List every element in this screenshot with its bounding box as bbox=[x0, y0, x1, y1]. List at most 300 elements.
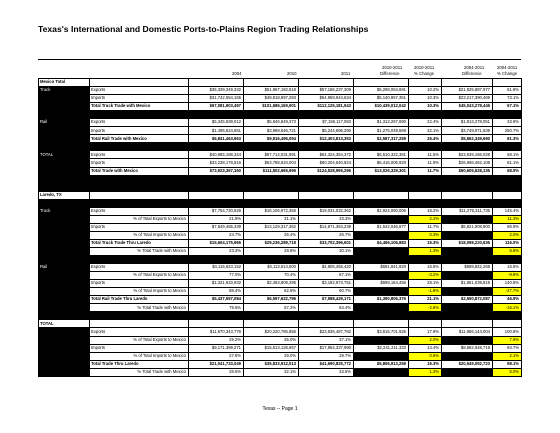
cell-value: $21,825,887,977 bbox=[442, 87, 493, 95]
cell-value bbox=[354, 256, 409, 264]
cell-value: 11.5% bbox=[409, 151, 442, 159]
cell-value bbox=[244, 320, 299, 328]
cell-value bbox=[442, 143, 493, 151]
cell-value bbox=[442, 79, 493, 87]
cell-value: $10,439,012,042 bbox=[354, 103, 409, 111]
header-pct-1011-top: 2010-2011 bbox=[414, 65, 435, 70]
cell-value bbox=[442, 256, 493, 264]
cell-value: 58.1% bbox=[493, 151, 522, 159]
cell-value: $6,610,322,381 bbox=[354, 151, 409, 159]
cell-value bbox=[442, 247, 493, 255]
cell-value: $60,204,640,924 bbox=[299, 159, 354, 167]
cell-value: $689,832,268 bbox=[442, 264, 493, 272]
cell-value bbox=[299, 256, 354, 264]
cell-value bbox=[409, 183, 442, 191]
cell-value bbox=[409, 256, 442, 264]
row-label: % of Total Imports to Mexico bbox=[90, 231, 189, 239]
cell-value: -3.2% bbox=[409, 272, 442, 280]
row-group-label bbox=[39, 127, 90, 135]
row-group-label bbox=[39, 368, 90, 376]
cell-value bbox=[244, 79, 299, 87]
cell-value: $45,043,278,446 bbox=[442, 103, 493, 111]
cell-value: $691,841,920 bbox=[354, 264, 409, 272]
row-group-label: Truck bbox=[39, 87, 90, 95]
cell-value: $53,788,634,004 bbox=[244, 159, 299, 167]
row-group-label bbox=[39, 352, 90, 360]
row-group-label bbox=[39, 312, 90, 320]
row-label: Exports bbox=[90, 119, 189, 127]
row-group-label bbox=[39, 223, 90, 231]
cell-value: $64,324,354,372 bbox=[299, 151, 354, 159]
cell-value: 27.6% bbox=[189, 352, 244, 360]
table-row bbox=[39, 336, 522, 344]
cell-value: 1.3% bbox=[409, 368, 442, 376]
cell-value bbox=[354, 272, 409, 280]
cell-value: 98.1% bbox=[493, 360, 522, 368]
cell-value bbox=[244, 256, 299, 264]
cell-value: $1,813,278,051 bbox=[442, 119, 493, 127]
cell-value: $6,416,006,920 bbox=[354, 159, 409, 167]
cell-value bbox=[442, 272, 493, 280]
cell-value bbox=[354, 304, 409, 312]
cell-value: $1,275,049,569 bbox=[354, 127, 409, 135]
row-group-label bbox=[39, 111, 90, 119]
table-row bbox=[39, 135, 522, 143]
cell-value bbox=[354, 79, 409, 87]
cell-value: $5,244,696,290 bbox=[299, 127, 354, 135]
row-group-label bbox=[39, 231, 90, 239]
row-label bbox=[90, 183, 189, 191]
row-group-label bbox=[39, 296, 90, 304]
cell-value bbox=[299, 320, 354, 328]
cell-value bbox=[244, 183, 299, 191]
cell-value: $26,966,462,108 bbox=[442, 159, 493, 167]
row-label: % Total Trade with Mexico bbox=[90, 368, 189, 376]
cell-value: $23,836,487,782 bbox=[299, 328, 354, 336]
header-diff-1011-bottom: Difference bbox=[380, 71, 400, 76]
row-group-label bbox=[39, 199, 90, 207]
cell-value: $51,867,182,618 bbox=[244, 87, 299, 95]
table-row bbox=[39, 175, 522, 183]
cell-value: $50,605,628,136 bbox=[442, 167, 493, 175]
cell-value: 10.3% bbox=[409, 103, 442, 111]
cell-value: 68.5% bbox=[493, 167, 522, 175]
cell-value: 73.1% bbox=[493, 95, 522, 103]
row-label bbox=[90, 199, 189, 207]
table-row bbox=[39, 223, 522, 231]
cell-value bbox=[299, 111, 354, 119]
row-label: % Total Trade with Mexico bbox=[90, 304, 189, 312]
cell-value bbox=[299, 191, 354, 199]
cell-value: $11,870,343,778 bbox=[189, 328, 244, 336]
table-row bbox=[39, 79, 522, 87]
cell-value: 35.0% bbox=[244, 336, 299, 344]
table-row bbox=[39, 296, 522, 304]
cell-value: 24.7% bbox=[189, 231, 244, 239]
cell-value: $699,164,456 bbox=[354, 280, 409, 288]
table-row bbox=[39, 247, 522, 255]
table-row bbox=[39, 304, 522, 312]
cell-value: $31,742,554,165 bbox=[189, 95, 244, 103]
cell-value: $15,604,175,965 bbox=[189, 239, 244, 247]
cell-value: $21,041,733,049 bbox=[189, 360, 244, 368]
cell-value: $1,861,039,819 bbox=[442, 280, 493, 288]
cell-value bbox=[354, 143, 409, 151]
cell-value: 26.7% bbox=[299, 231, 354, 239]
cell-value: $2,550,872,087 bbox=[442, 296, 493, 304]
row-group-label: TOTAL bbox=[39, 151, 90, 159]
cell-value bbox=[354, 352, 409, 360]
cell-value: 94.7% bbox=[493, 344, 522, 352]
cell-value: $112,125,181,943 bbox=[299, 103, 354, 111]
cell-value: $33,702,396,601 bbox=[299, 239, 354, 247]
cell-value: 81.1% bbox=[493, 159, 522, 167]
cell-value: 23.3% bbox=[189, 247, 244, 255]
header-2011: 2011 bbox=[341, 71, 351, 76]
cell-value: 10.2% bbox=[409, 87, 442, 95]
cell-value: 31.1% bbox=[244, 215, 299, 223]
cell-value: $101,686,169,901 bbox=[244, 103, 299, 111]
cell-value bbox=[354, 199, 409, 207]
cell-value: 67.2% bbox=[244, 304, 299, 312]
cell-value: -2.8% bbox=[409, 304, 442, 312]
row-group-label bbox=[39, 288, 90, 296]
cell-value bbox=[189, 191, 244, 199]
cell-value: 28.8% bbox=[244, 247, 299, 255]
table-row bbox=[39, 264, 522, 272]
header-pct-1011-bottom: % Change bbox=[414, 71, 435, 76]
cell-value bbox=[244, 175, 299, 183]
header-pct-0411-top: 2004-2011 bbox=[497, 65, 518, 70]
row-label bbox=[90, 256, 189, 264]
table-row bbox=[39, 127, 522, 135]
row-group-label bbox=[39, 175, 90, 183]
row-group-label bbox=[39, 159, 90, 167]
cell-value bbox=[493, 312, 522, 320]
row-label: % of Total Exports to Mexico bbox=[90, 215, 189, 223]
cell-value: 64.4% bbox=[299, 304, 354, 312]
row-group-label: Rail bbox=[39, 264, 90, 272]
row-label: Imports bbox=[90, 223, 189, 231]
cell-value: $1,542,046,877 bbox=[354, 223, 409, 231]
page-footer: Texas -- Page 1 bbox=[262, 406, 298, 412]
cell-value bbox=[493, 143, 522, 151]
table-row bbox=[39, 320, 522, 328]
cell-value: $14,671,364,239 bbox=[299, 223, 354, 231]
cell-value: $40,685,188,344 bbox=[189, 151, 244, 159]
cell-value bbox=[442, 368, 493, 376]
cell-value: $124,528,995,296 bbox=[299, 167, 354, 175]
cell-value: $8,682,948,719 bbox=[442, 344, 493, 352]
row-group-label bbox=[39, 143, 90, 151]
row-label: Total Trade Thru Laredo bbox=[90, 360, 189, 368]
cell-value: 6.8% bbox=[493, 247, 522, 255]
cell-value: $19,031,032,362 bbox=[299, 207, 354, 215]
cell-value bbox=[442, 304, 493, 312]
row-group-label bbox=[39, 360, 90, 368]
cell-value bbox=[409, 191, 442, 199]
cell-value: 33.5% bbox=[299, 368, 354, 376]
cell-value bbox=[299, 183, 354, 191]
cell-value: 26.4% bbox=[244, 231, 299, 239]
row-label: Total Rail Trade Thru Laredo bbox=[90, 296, 189, 304]
cell-value bbox=[442, 199, 493, 207]
cell-value: $13,129,317,362 bbox=[244, 223, 299, 231]
cell-value: $111,502,665,995 bbox=[244, 167, 299, 175]
cell-value: 14.4% bbox=[409, 344, 442, 352]
cell-value: 15.3% bbox=[409, 239, 442, 247]
row-label: Total Rail Trade with Mexico bbox=[90, 135, 189, 143]
cell-value bbox=[442, 320, 493, 328]
row-group-label bbox=[39, 167, 90, 175]
cell-value: 88.4% bbox=[189, 288, 244, 296]
cell-value: -15.1% bbox=[493, 304, 522, 312]
table-row bbox=[39, 239, 522, 247]
cell-value: 145.4% bbox=[493, 207, 522, 215]
row-group-label bbox=[39, 328, 90, 336]
cell-value bbox=[354, 111, 409, 119]
cell-value: 11.7% bbox=[409, 223, 442, 231]
cell-value bbox=[442, 175, 493, 183]
cell-value bbox=[189, 143, 244, 151]
cell-value: $23,639,166,028 bbox=[442, 151, 493, 159]
cell-value: $1,312,267,690 bbox=[354, 119, 409, 127]
cell-value: 11.9% bbox=[409, 159, 442, 167]
cell-value: $57,714,031,991 bbox=[244, 151, 299, 159]
cell-value bbox=[354, 175, 409, 183]
cell-value: 28.5% bbox=[189, 368, 244, 376]
row-label: Imports bbox=[90, 159, 189, 167]
row-group-label bbox=[39, 135, 90, 143]
row-label: Imports bbox=[90, 280, 189, 288]
cell-value bbox=[493, 111, 522, 119]
cell-value bbox=[354, 368, 409, 376]
cell-value: $1,495,624,651 bbox=[189, 127, 244, 135]
cell-value: 18.2% bbox=[409, 207, 442, 215]
cell-value bbox=[442, 191, 493, 199]
cell-value: $2,587,317,259 bbox=[354, 135, 409, 143]
cell-value bbox=[409, 111, 442, 119]
table-row bbox=[39, 119, 522, 127]
cell-value: $2,483,809,295 bbox=[244, 280, 299, 288]
cell-value: 2.0% bbox=[409, 336, 442, 344]
cell-value: $7,754,720,626 bbox=[189, 207, 244, 215]
cell-value: $35,833,912,513 bbox=[244, 360, 299, 368]
cell-value bbox=[493, 79, 522, 87]
cell-value: 60.7% bbox=[299, 288, 354, 296]
cell-value bbox=[493, 256, 522, 264]
row-group-label bbox=[39, 256, 90, 264]
cell-value: $11,966,144,004 bbox=[442, 328, 493, 336]
cell-value: 29.0% bbox=[244, 352, 299, 360]
cell-value: $49,818,997,283 bbox=[244, 95, 299, 103]
cell-value: $20,220,785,856 bbox=[244, 328, 299, 336]
cell-value bbox=[299, 143, 354, 151]
cell-value: $3,749,071,639 bbox=[442, 127, 493, 135]
cell-value bbox=[189, 79, 244, 87]
cell-value bbox=[354, 336, 409, 344]
cell-value bbox=[442, 352, 493, 360]
cell-value: 2.0% bbox=[493, 231, 522, 239]
trade-table bbox=[38, 78, 522, 377]
cell-value bbox=[354, 320, 409, 328]
cell-value bbox=[354, 215, 409, 223]
cell-value bbox=[442, 111, 493, 119]
cell-value: 62.6% bbox=[244, 288, 299, 296]
table-row bbox=[39, 215, 522, 223]
row-label bbox=[90, 79, 189, 87]
cell-value: $33,238,178,816 bbox=[189, 159, 244, 167]
cell-value: 5.0% bbox=[493, 368, 522, 376]
cell-value: $7,988,429,171 bbox=[299, 296, 354, 304]
cell-value: $4,113,613,500 bbox=[244, 264, 299, 272]
table-row bbox=[39, 352, 522, 360]
cell-value: $5,298,054,691 bbox=[354, 87, 409, 95]
row-label: % Total Trade with Mexico bbox=[90, 247, 189, 255]
cell-value bbox=[442, 231, 493, 239]
row-label bbox=[90, 111, 189, 119]
cell-value: $7,649,455,339 bbox=[189, 223, 244, 231]
cell-value bbox=[409, 312, 442, 320]
cell-value: 11.7% bbox=[409, 167, 442, 175]
cell-value bbox=[189, 175, 244, 183]
row-group-label: TOTAL bbox=[39, 320, 90, 328]
row-group-label: Mexico Total bbox=[39, 79, 90, 87]
row-group-label bbox=[39, 304, 90, 312]
header-2010: 2010 bbox=[287, 71, 297, 76]
row-label: Exports bbox=[90, 87, 189, 95]
cell-value bbox=[442, 288, 493, 296]
cell-value bbox=[354, 191, 409, 199]
cell-value: 29.7% bbox=[299, 352, 354, 360]
cell-value: $3,615,701,926 bbox=[354, 328, 409, 336]
table-row bbox=[39, 111, 522, 119]
row-group-label bbox=[39, 247, 90, 255]
cell-value: 70.4% bbox=[244, 272, 299, 280]
cell-value bbox=[189, 256, 244, 264]
row-group-label bbox=[39, 95, 90, 103]
cell-value: $20,649,092,723 bbox=[442, 360, 493, 368]
cell-value: $13,026,329,301 bbox=[354, 167, 409, 175]
cell-value: $7,159,117,083 bbox=[299, 119, 354, 127]
cell-value bbox=[189, 199, 244, 207]
row-label: % of Total Exports to Mexico bbox=[90, 336, 189, 344]
cell-value: 0.3% bbox=[409, 231, 442, 239]
table-row bbox=[39, 280, 522, 288]
cell-value bbox=[493, 199, 522, 207]
cell-value bbox=[409, 320, 442, 328]
cell-value: $2,924,060,006 bbox=[354, 207, 409, 215]
table-row bbox=[39, 95, 522, 103]
cell-value bbox=[244, 191, 299, 199]
cell-value bbox=[299, 79, 354, 87]
cell-value: 37.1% bbox=[299, 336, 354, 344]
cell-value: $3,182,973,751 bbox=[299, 280, 354, 288]
cell-value bbox=[244, 111, 299, 119]
row-label: Total Truck Trade with Mexico bbox=[90, 103, 189, 111]
cell-value: $3,969,646,721 bbox=[244, 127, 299, 135]
cell-value: 79.5% bbox=[189, 304, 244, 312]
row-group-label bbox=[39, 280, 90, 288]
cell-value: $2,241,211,333 bbox=[354, 344, 409, 352]
header-2004: 2004 bbox=[232, 71, 242, 76]
cell-value bbox=[189, 111, 244, 119]
cell-value bbox=[299, 175, 354, 183]
cell-value: 250.7% bbox=[493, 127, 522, 135]
row-label bbox=[90, 312, 189, 320]
cell-value bbox=[244, 312, 299, 320]
row-group-label bbox=[39, 183, 90, 191]
cell-value: $5,846,849,373 bbox=[244, 119, 299, 127]
row-group-label bbox=[39, 272, 90, 280]
cell-value: $5,437,557,084 bbox=[189, 296, 244, 304]
cell-value: $6,597,622,795 bbox=[244, 296, 299, 304]
cell-value: 16.3% bbox=[409, 360, 442, 368]
cell-value bbox=[409, 175, 442, 183]
cell-value bbox=[189, 183, 244, 191]
cell-value: 2.1% bbox=[493, 352, 522, 360]
row-label: % of Total Imports to Mexico bbox=[90, 288, 189, 296]
cell-value bbox=[409, 79, 442, 87]
cell-value bbox=[442, 215, 493, 223]
cell-value: $73,923,367,160 bbox=[189, 167, 244, 175]
table-row bbox=[39, 191, 522, 199]
row-label: Exports bbox=[90, 207, 189, 215]
cell-value: 11.3% bbox=[493, 215, 522, 223]
cell-value bbox=[189, 312, 244, 320]
cell-value: $54,959,944,634 bbox=[299, 95, 354, 103]
cell-value: $29,236,289,718 bbox=[244, 239, 299, 247]
row-label: % of Total Imports to Mexico bbox=[90, 352, 189, 360]
cell-value: $6,821,908,900 bbox=[442, 223, 493, 231]
table-row bbox=[39, 103, 522, 111]
cell-value: 28.1% bbox=[409, 280, 442, 288]
cell-value: 21.1% bbox=[409, 296, 442, 304]
table-row bbox=[39, 272, 522, 280]
cell-value: 26.4% bbox=[409, 135, 442, 143]
row-label bbox=[90, 143, 189, 151]
row-label bbox=[90, 175, 189, 183]
cell-value: $67,081,903,497 bbox=[189, 103, 244, 111]
cell-value: $57,165,237,309 bbox=[299, 87, 354, 95]
cell-value: 61.8% bbox=[493, 87, 522, 95]
cell-value: -9.9% bbox=[493, 272, 522, 280]
cell-value bbox=[354, 247, 409, 255]
row-label: Total Trade with Mexico bbox=[90, 167, 189, 175]
cell-value: $5,140,957,351 bbox=[354, 95, 409, 103]
cell-value bbox=[299, 199, 354, 207]
table-row bbox=[39, 207, 522, 215]
cell-value: $17,854,337,990 bbox=[299, 344, 354, 352]
table-row bbox=[39, 288, 522, 296]
row-group-label: Laredo, TX bbox=[39, 191, 90, 199]
row-group-label bbox=[39, 239, 90, 247]
cell-value bbox=[493, 191, 522, 199]
cell-value bbox=[409, 199, 442, 207]
cell-value bbox=[244, 199, 299, 207]
table-row bbox=[39, 231, 522, 239]
cell-value: 0.6% bbox=[409, 352, 442, 360]
row-label: Exports bbox=[90, 264, 189, 272]
cell-value: -27.7% bbox=[493, 288, 522, 296]
cell-value: 21.9% bbox=[189, 215, 244, 223]
cell-value: 86.9% bbox=[493, 223, 522, 231]
cell-value: $35,339,349,332 bbox=[189, 87, 244, 95]
cell-value: 67.1% bbox=[493, 103, 522, 111]
row-group-label: Truck bbox=[39, 207, 90, 215]
row-label: Exports bbox=[90, 151, 189, 159]
cell-value bbox=[442, 312, 493, 320]
